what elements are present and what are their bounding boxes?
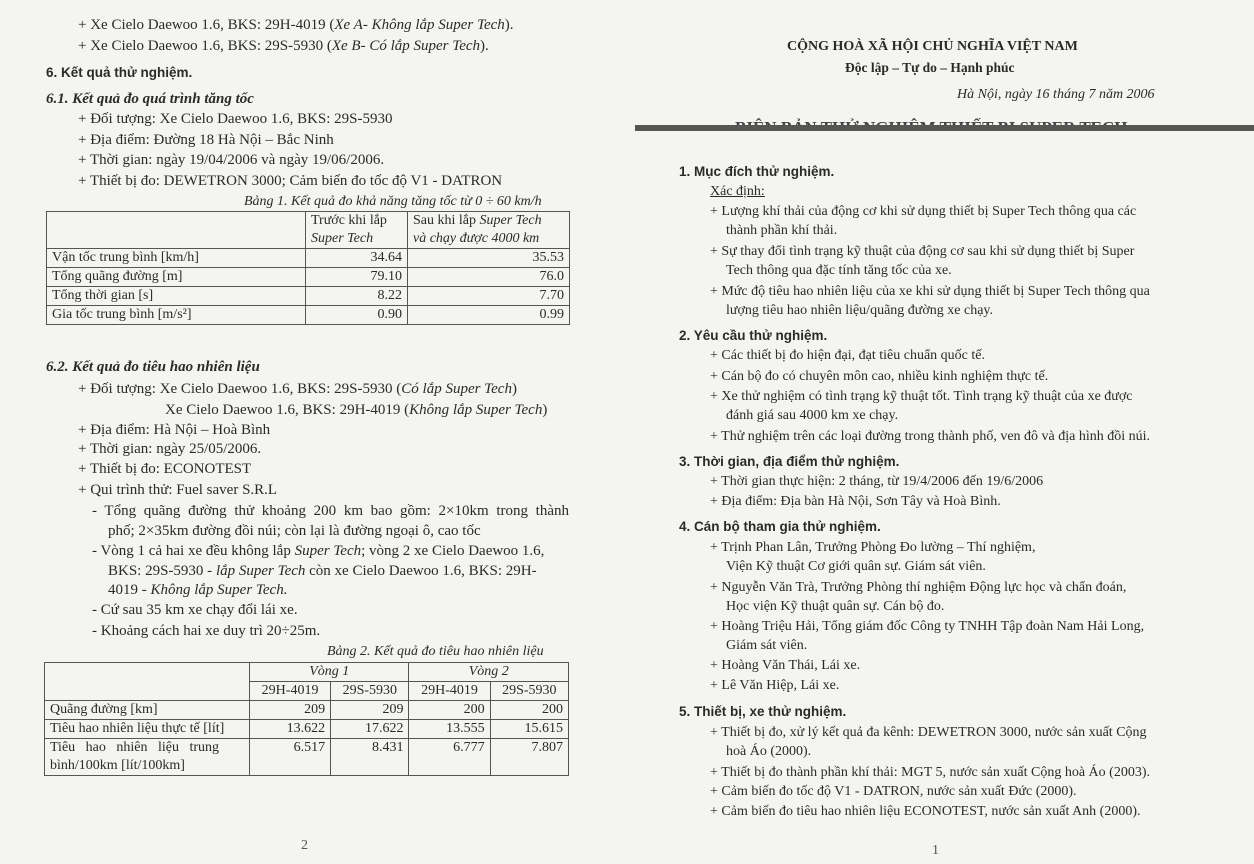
body-line: + Thử nghiệm trên các loại đường trong thành phố, ven đô và địa hình đồi núi.: [710, 429, 1151, 444]
body-line: + Cảm biến đo tiêu hao nhiên liệu ECONOTEST, nước sản xuất Anh (2000).: [710, 804, 1141, 819]
page-number-right: 1: [932, 843, 939, 858]
nation-header: CỘNG HOÀ XÃ HỘI CHỦ NGHĨA VIỆT NAM: [787, 39, 1078, 54]
body-line: + Thời gian thực hiện: 2 tháng, từ 19/4/2006 đến 19/6/2006: [710, 474, 1044, 489]
round-2-header: Vòng 2: [409, 663, 569, 682]
body-line: + Thiết bị đo thành phần khí thải: MGT 5, nước sản xuất Cộng hoà Áo (2003).: [710, 765, 1150, 780]
table-cell: [47, 212, 306, 249]
procedure-detail: BKS: 29S-5930 - lắp Super Tech còn xe Cielo Daewoo 1.6, BKS: 29H-: [108, 563, 537, 579]
s62-item: + Thiết bị đo: ECONOTEST: [78, 461, 252, 477]
body-line: đánh giá sau 4000 km xe chạy.: [726, 408, 899, 423]
section-1-title: 1. Mục đích thử nghiệm.: [679, 164, 835, 179]
body-line: + Các thiết bị đo hiện đại, đạt tiêu chuẩn quốc tế.: [710, 348, 985, 363]
procedure-detail: - Vòng 1 cả hai xe đều không lắp Super Tech; vòng 2 xe Cielo Daewoo 1.6,: [92, 543, 545, 559]
s62-item: + Thời gian: ngày 25/05/2006.: [78, 441, 262, 457]
table-row: Gia tốc trung bình [m/s²] 0.90 0.99: [47, 306, 570, 325]
table-row: Tổng quãng đường [m] 79.10 76.0: [47, 268, 570, 287]
s61-item: + Thiết bị đo: DEWETRON 3000; Cảm biến đo tốc độ V1 - DATRON: [78, 173, 503, 189]
body-line: + Sự thay đổi tình trạng kỹ thuật của động cơ sau khi sử dụng thiết bị Super: [710, 244, 1135, 259]
section-3-title: 3. Thời gian, địa điểm thử nghiệm.: [679, 454, 900, 469]
section-6-title: 6. Kết quả thử nghiệm.: [46, 65, 193, 80]
table-row: Tiêu hao nhiên liệu trung bình/100km [lít/100km] 6.517 8.431 6.777 7.807: [45, 739, 569, 776]
body-line: Viện Kỹ thuật Cơ giới quân sự. Giám sát viên.: [726, 559, 986, 574]
column-header: 29H-4019: [250, 682, 331, 701]
s61-item: + Đối tượng: Xe Cielo Daewoo 1.6, BKS: 29S-5930: [78, 111, 393, 127]
section-5-title: 5. Thiết bị, xe thử nghiệm.: [679, 704, 847, 719]
section-6-2-title: 6.2. Kết quả đo tiêu hao nhiên liệu: [46, 359, 260, 375]
motto: Độc lập – Tự do – Hạnh phúc: [845, 60, 1015, 75]
body-line: thành phần khí thải.: [726, 223, 838, 238]
body-line: + Lê Văn Hiệp, Lái xe.: [710, 678, 840, 693]
section-6-1-title: 6.1. Kết quả đo quá trình tăng tốc: [46, 91, 254, 107]
procedure-detail: - Tổng quãng đường thử khoảng 200 km bao gồm: 2×10km trong thành: [92, 503, 569, 519]
table-1-caption: Bảng 1. Kết quả đo khả năng tăng tốc từ 0 ÷ 60 km/h: [244, 194, 542, 209]
table-row: [47, 212, 570, 249]
table-header-before: Trước khi lắp Super Tech: [306, 212, 408, 249]
right-page-body: [627, 0, 1254, 864]
s61-item: + Địa điểm: Đường 18 Hà Nội – Bắc Ninh: [78, 132, 334, 148]
body-line: + Xe thử nghiệm có tình trạng kỹ thuật tốt. Tình trạng kỹ thuật của xe được: [710, 389, 1133, 404]
table-header-after: Sau khi lắp Super Tech và chạy được 4000 km: [408, 212, 570, 249]
table-row: Tổng thời gian [s] 8.22 7.70: [47, 287, 570, 306]
body-line: + Thiết bị đo, xử lý kết quả đa kênh: DEWETRON 3000, nước sản xuất Cộng: [710, 725, 1147, 740]
column-header: 29S-5930: [490, 682, 568, 701]
body-line: + Mức độ tiêu hao nhiên liệu của xe khi sử dụng thiết bị Super Tech thông qua: [710, 284, 1150, 299]
body-line: Giám sát viên.: [726, 638, 808, 653]
column-header: 29S-5930: [331, 682, 409, 701]
section-2-title: 2. Yêu cầu thử nghiệm.: [679, 328, 828, 343]
procedure-detail: phố; 2×35km đường đồi núi; còn lại là đường ngoại ô, cao tốc: [108, 523, 481, 539]
body-line: + Cán bộ đo có chuyên môn cao, nhiều kinh nghiệm thực tế.: [710, 369, 1049, 384]
s62-item: + Qui trình thử: Fuel saver S.R.L: [78, 482, 278, 498]
after-brand: Super Tech: [479, 213, 542, 228]
body-line: + Trịnh Phan Lân, Trưởng Phòng Đo lường – Thí nghiệm,: [710, 540, 1036, 555]
page-number-left: 2: [301, 838, 308, 853]
table-cell: Tiêu hao nhiên liệu trung bình/100km [lít/100km]: [45, 739, 250, 776]
s62-item: + Địa điểm: Hà Nội – Hoà Bình: [78, 422, 271, 438]
body-line: lượng tiêu hao nhiên liệu/quãng đường xe chạy.: [726, 303, 994, 318]
body-line: hoà Áo (2000).: [726, 744, 812, 759]
table-1: [46, 211, 570, 325]
section-1-subtitle: Xác định:: [710, 184, 765, 199]
document-date: Hà Nội, ngày 16 tháng 7 năm 2006: [957, 87, 1155, 102]
table-cell: [45, 663, 250, 701]
table-row: Tiêu hao nhiên liệu thực tế [lít] 13.622 17.622 13.555 15.615: [45, 720, 569, 739]
table-row: Quãng đường [km] 209 209 200 200: [45, 701, 569, 720]
body-line: + Hoàng Triệu Hải, Tổng giám đốc Công ty TNHH Tập đoàn Nam Hải Long,: [710, 619, 1145, 634]
body-line: Học viện Kỹ thuật quân sự. Cán bộ đo.: [726, 599, 945, 614]
procedure-detail: 4019 - Không lắp Super Tech.: [108, 582, 288, 598]
body-line: + Địa điểm: Địa bàn Hà Nội, Sơn Tây và Hoà Bình.: [710, 494, 1001, 509]
table-row: Vận tốc trung bình [km/h] 34.64 35.53: [47, 249, 570, 268]
section-4-title: 4. Cán bộ tham gia thử nghiệm.: [679, 519, 881, 534]
round-1-header: Vòng 1: [250, 663, 409, 682]
procedure-detail: - Cứ sau 35 km xe chạy đổi lái xe.: [92, 602, 298, 618]
procedure-detail: - Khoảng cách hai xe duy trì 20÷25m.: [92, 623, 321, 639]
column-header: 29H-4019: [409, 682, 490, 701]
body-line: Tech thông qua đặc tính tăng tốc của xe.: [726, 263, 952, 278]
body-line: + Lượng khí thải của động cơ khi sử dụng thiết bị Super Tech thông qua các: [710, 204, 1137, 219]
table-2: [44, 662, 569, 776]
body-line: + Hoàng Văn Thái, Lái xe.: [710, 658, 861, 673]
table-2-caption: Bảng 2. Kết quả đo tiêu hao nhiên liệu: [327, 644, 544, 659]
table-row: [45, 663, 569, 682]
vehicle-line-1: + Xe Cielo Daewoo 1.6, BKS: 29H-4019 (Xe A- Không lắp Super Tech).: [78, 17, 514, 33]
s61-item: + Thời gian: ngày 19/04/2006 và ngày 19/06/2006.: [78, 152, 385, 168]
body-line: + Cảm biến đo tốc độ V1 - DATRON, nước sản xuất Đức (2000).: [710, 784, 1077, 799]
s62-object-1: + Đối tượng: Xe Cielo Daewoo 1.6, BKS: 29S-5930 (Có lắp Super Tech): [78, 381, 517, 397]
body-line: + Nguyễn Văn Trà, Trưởng Phòng thí nghiệm Động lực học và chẩn đoán,: [710, 580, 1127, 595]
s62-object-2: Xe Cielo Daewoo 1.6, BKS: 29H-4019 (Không lắp Super Tech): [165, 402, 548, 418]
vehicle-line-2: + Xe Cielo Daewoo 1.6, BKS: 29S-5930 (Xe B- Có lắp Super Tech).: [78, 38, 489, 54]
